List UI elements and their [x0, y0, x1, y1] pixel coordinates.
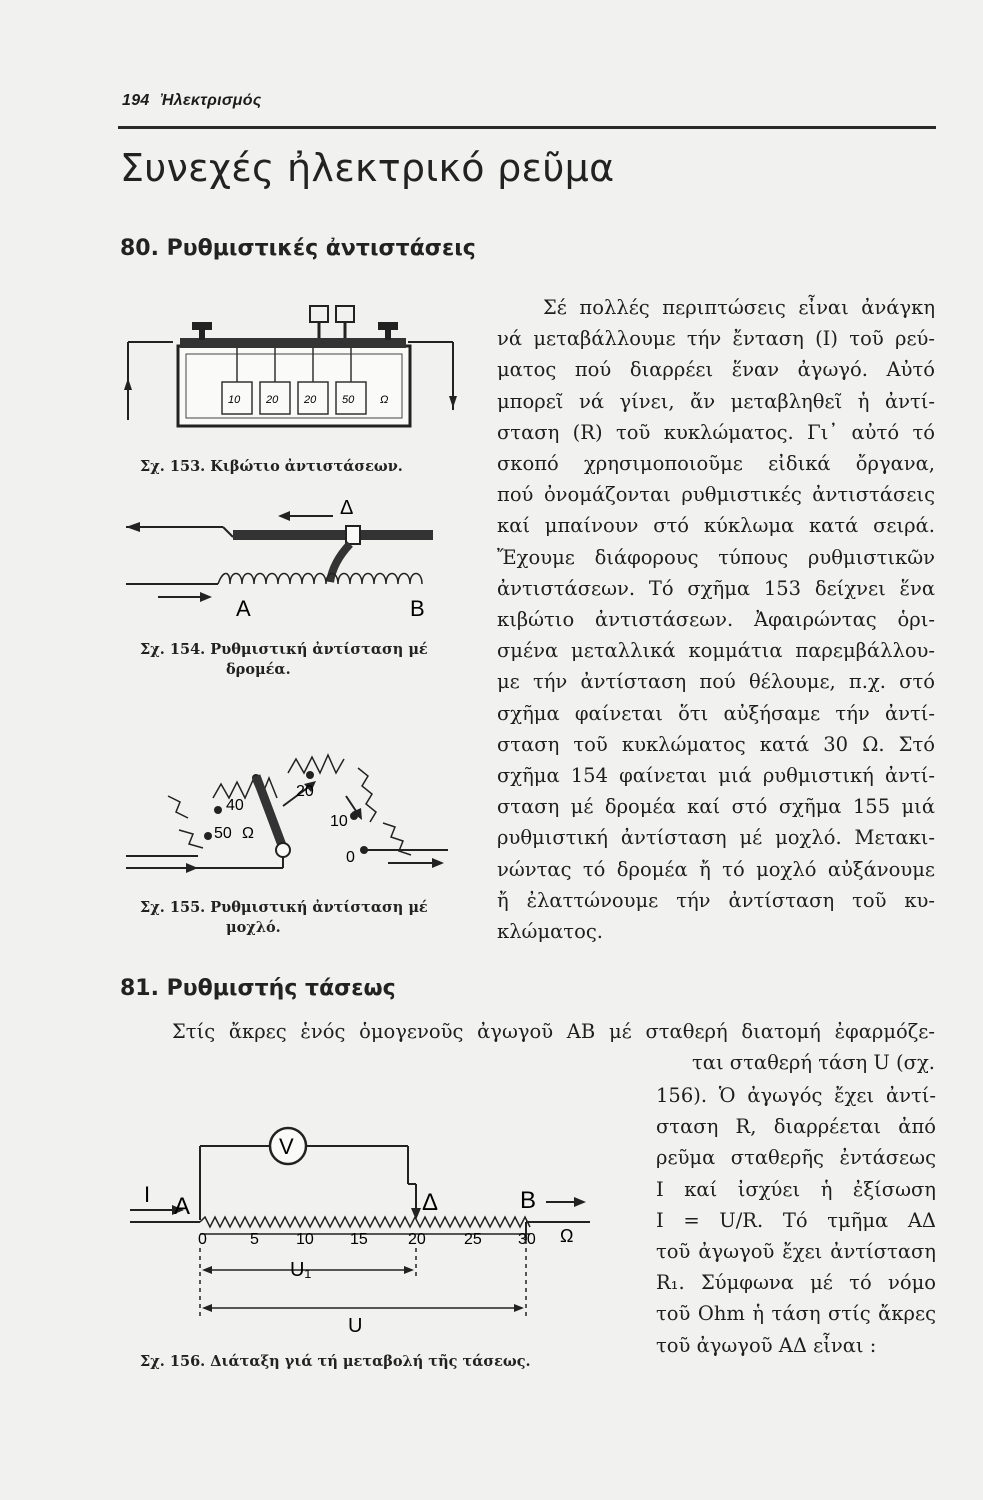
running-title: Ἠλεκτρισμός [160, 92, 262, 109]
page-number: 194 [122, 92, 150, 109]
paragraph-line: καί μπαίνουν στό κύκλωμα κατά σειρά. [497, 514, 935, 538]
fig156-label-u1: U₁ [290, 1259, 312, 1281]
fig154-label-a: A [236, 596, 251, 621]
scale-tick-label: 5 [250, 1231, 259, 1248]
fig156-label-ohm: Ω [560, 1226, 574, 1246]
section-81-heading: 81. Ρυθμιστής τάσεως [120, 976, 396, 1001]
fig156-voltmeter-label: V [279, 1134, 294, 1159]
fig155-caption-line1: Σχ. 155. Ρυθμιστική ἀντίσταση μέ [140, 899, 428, 916]
paragraph-line: ματος πού διαρρέει ἕναν ἀγωγό. Αὐτό [497, 358, 935, 382]
paragraph-line: σμένα μεταλλικά κομμάτια παρεμβάλλου- [497, 639, 935, 663]
fig154-label-b: B [410, 596, 425, 621]
fig155-caption-line2: μοχλό. [226, 919, 281, 936]
scale-tick-label: 25 [464, 1231, 482, 1248]
narrow-line: Ι = U/R. Τό τμῆμα ΑΔ [656, 1208, 936, 1232]
narrow-line: τοῦ ἀγωγοῦ ἔχει ἀντίσταση [656, 1240, 936, 1264]
fig154-caption-line2: δρομέα. [226, 661, 291, 678]
paragraph-line: ρυθμιστική ἀντίσταση μέ μοχλό. Μετακι- [497, 826, 935, 850]
paragraph-line: Σέ πολλές περιπτώσεις εἶναι ἀνάγκη [543, 296, 935, 319]
paragraph-line: κιβώτιο ἀντιστάσεων. Ἀφαιρώντας ὁρι- [497, 608, 935, 632]
narrow-line: τοῦ Ohm ἡ τάση στίς ἄκρες [656, 1302, 936, 1326]
paragraph-line: σχῆμα 154 φαίνεται μιά ρυθμιστική ἀντί- [497, 764, 935, 788]
intro-line2: ται σταθερή τάση U (σχ. [692, 1051, 935, 1075]
running-head [122, 92, 262, 110]
paragraph-line: πού ὀνομάζονται ρυθμιστικές ἀντιστάσεις [497, 483, 935, 507]
paragraph-line: σχῆμα φαίνεται ὅτι αὐξήσαμε τήν ἀντί- [497, 701, 935, 725]
fig153-label-10: 10 [228, 394, 241, 406]
fig156-label-b: B [520, 1187, 537, 1214]
fig156-label-u: U [348, 1315, 363, 1337]
narrow-line: σταση R, διαρρέεται ἀπό [656, 1115, 936, 1139]
paragraph-line: Ἔχουμε διάφορους τύπους ρυθμιστικῶν [497, 545, 935, 569]
fig155-label-0: 0 [346, 849, 355, 866]
fig155-caption [140, 898, 470, 938]
narrow-line: τοῦ ἀγωγοῦ ΑΔ εἶναι : [656, 1333, 877, 1357]
fig155-label-10: 10 [330, 813, 348, 830]
paragraph-line: ἤ ἐλαττώνουμε τήν ἀντίσταση τοῦ κυ- [497, 888, 935, 912]
figure-156 [120, 1110, 620, 1340]
paragraph-line: με τήν ἀντίσταση πού θέλουμε, π.χ. στό [497, 670, 935, 694]
fig154-label-delta: Δ [340, 497, 354, 519]
fig155-label-ohm: Ω [242, 825, 254, 842]
section-81-intro [122, 1016, 935, 1078]
paragraph-line: σταση (R) τοῦ κυκλώματος. Γι᾽ αὐτό τό [497, 420, 935, 444]
figure-153 [118, 300, 463, 440]
scale-tick-label: 0 [198, 1231, 207, 1248]
fig156-label-delta: Δ [422, 1189, 439, 1216]
fig153-label-20a: 20 [266, 394, 279, 406]
fig155-label-20: 20 [296, 783, 314, 800]
paragraph-line: νά μεταβάλλουμε τήν ἔνταση (Ι) τοῦ ρεύ- [497, 327, 935, 351]
fig153-label-50: 50 [342, 394, 355, 406]
section-80-paragraph [497, 292, 935, 947]
paragraph-line: σταση μέ δρομέα καί στό σχῆμα 155 μιά [497, 795, 935, 819]
figure-155 [118, 728, 463, 893]
figure-154 [118, 492, 463, 632]
fig155-label-40: 40 [226, 797, 244, 814]
chapter-title: Συνεχές ἠλεκτρικό ρεῦμα [120, 146, 615, 190]
scale-tick-label: 30 [518, 1231, 536, 1248]
fig154-caption-line1: Σχ. 154. Ρυθμιστική ἀντίσταση μέ [140, 641, 428, 658]
fig153-label-ohm: Ω [380, 394, 389, 406]
section-80-heading: 80. Ρυθμιστικές ἀντιστάσεις [120, 236, 476, 261]
scale-tick-label: 10 [296, 1231, 314, 1248]
scale-tick-label: 15 [350, 1231, 368, 1248]
paragraph-line: ἀντιστάσεων. Τό σχῆμα 153 δείχνει ἕνα [497, 576, 935, 600]
narrow-line: R₁. Σύμφωνα μέ τό νόμο [656, 1271, 936, 1295]
fig156-caption: Σχ. 156. Διάταξη γιά τή μεταβολή τῆς τάσεως. [140, 1353, 531, 1370]
fig153-label-20b: 20 [304, 394, 317, 406]
paragraph-line: σταση τοῦ κυκλώματος κατά 30 Ω. Στό [497, 732, 935, 756]
fig156-label-i: I [144, 1182, 151, 1207]
scale-tick-label: 20 [408, 1231, 426, 1248]
narrow-line: 156). Ὁ ἀγωγός ἔχει ἀντί- [656, 1084, 936, 1107]
fig153-caption: Σχ. 153. Κιβώτιο ἀντιστάσεων. [140, 458, 403, 475]
section-81-narrow-text [656, 1080, 936, 1361]
narrow-line: Ι καί ἰσχύει ἡ ἐξίσωση [656, 1177, 936, 1201]
paragraph-line: κλώματος. [497, 920, 603, 944]
paragraph-line: νώντας τό δρομέα ἤ τό μοχλό αὐξάνουμε [497, 857, 935, 881]
intro-line1: Στίς ἄκρες ἑνός ὁμογενοῦς ἀγωγοῦ ΑΒ μέ σταθερή διατομή ἐφαρμόζε- [172, 1020, 935, 1043]
fig155-label-50: 50 [214, 825, 232, 842]
fig156-label-a: A [174, 1193, 191, 1220]
paragraph-line: μπορεῖ νά γίνει, ἄν μεταβληθεῖ ἡ ἀντί- [497, 389, 935, 413]
header-rule [118, 126, 936, 129]
fig154-caption [140, 640, 470, 680]
paragraph-line: σκοπό χρησιμοποιοῦμε εἰδικά ὄργανα, [497, 452, 935, 476]
narrow-line: ρεῦμα σταθερῆς ἐντάσεως [656, 1146, 936, 1170]
